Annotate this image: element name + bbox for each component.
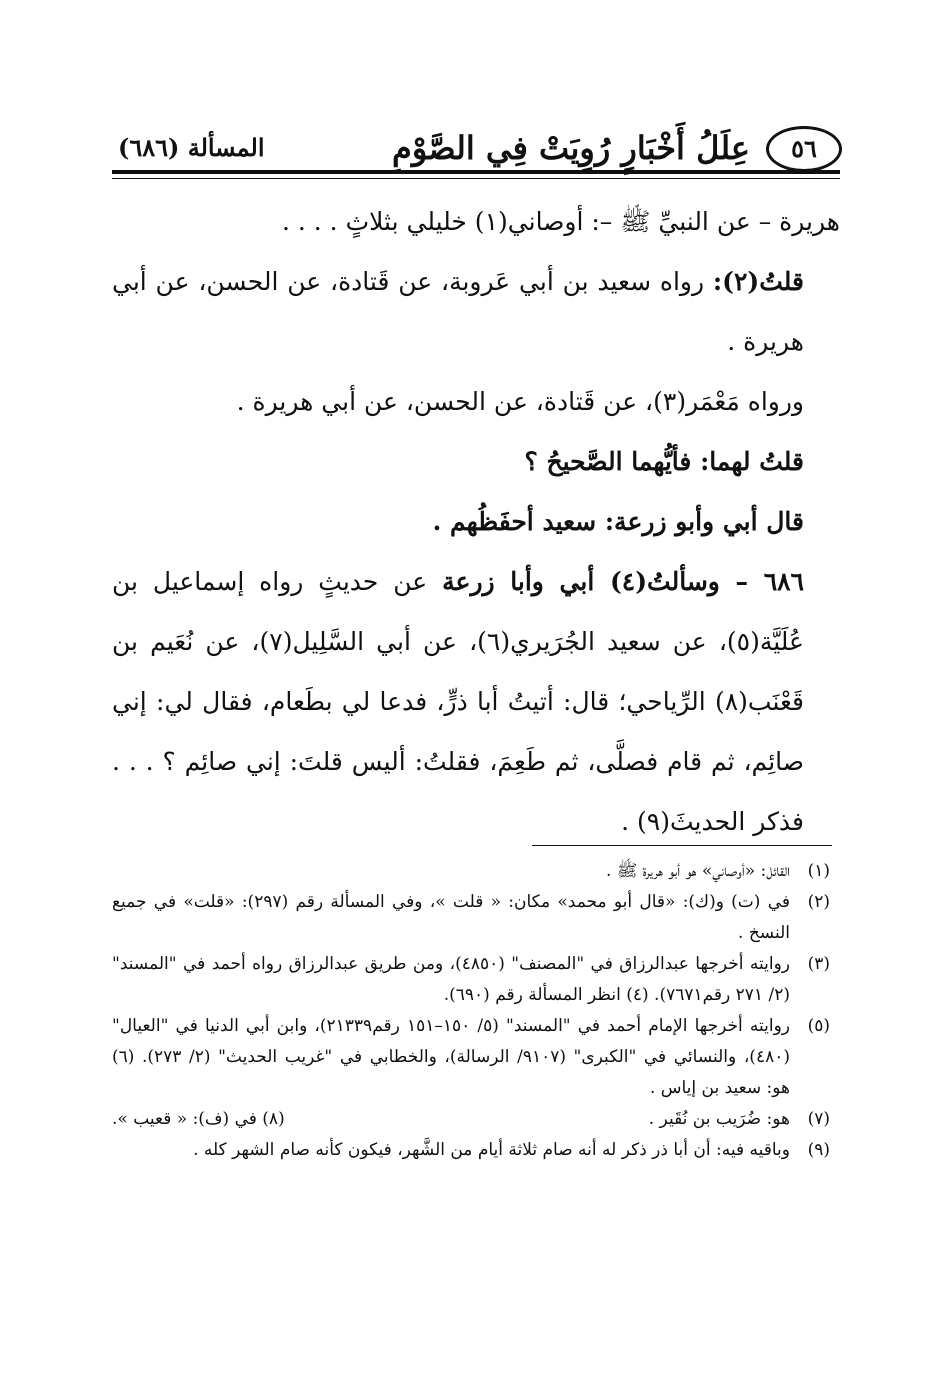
footnote-item xyxy=(112,887,830,949)
footnote-separator xyxy=(532,845,832,846)
footnote-number: (٣) xyxy=(807,954,830,974)
footnote-text: هو: ضُرَيب بن نُقَير . xyxy=(648,1109,790,1129)
paragraph-5: قال أبي وأبو زرعة: سعيد أحفَظُهم . xyxy=(432,507,804,536)
footnote-item xyxy=(112,1135,830,1166)
paragraph-2-lead: قلتُ(٢): xyxy=(712,267,804,296)
paragraph-6 xyxy=(112,552,840,852)
footnote-text: القائل: «أوصاني» هو أبو هريرة ﷺ . xyxy=(606,861,790,881)
footnote-number: (٧) xyxy=(807,1109,830,1129)
footnote-text: روايته أخرجها عبدالرزاق في "المصنف" (٤٨٥٠)، ومن طريق عبدالرزاق رواه أحمد في "المسند" (٢/ ٢٧١ رقم٧٦٧١). (٤) انظر المسألة رقم (٦٩٠). xyxy=(112,954,790,1005)
paragraph-6-lead: ٦٨٦ – وسألتُ(٤) أبي وأبا زرعة xyxy=(442,567,804,596)
page-number: ٥٦ xyxy=(766,126,842,172)
masala-reference: المسألة (٦٨٦) xyxy=(118,133,265,162)
footnote-item xyxy=(112,949,830,1011)
paragraph-1: هريرة – عن النبيِّ ﷺ –: أوصاني(١) خليلي بثلاثٍ . . . . xyxy=(282,207,840,236)
header-rule-thick xyxy=(112,170,840,174)
footnote-number: (٥) xyxy=(807,1016,830,1036)
footnote-text-secondary: (٨) في (ف): « قعيب ». xyxy=(112,1109,285,1129)
paragraph-6-text: عن حديثٍ رواه إسماعيل بن عُلَيَّة(٥)، عن سعيد الجُرَيري(٦)، عن أبي السَّلِيل(٧)، عن نُعَيم بن قَعْنَب(٨) الرِّياحي؛ قال: أتيتُ أبا ذرٍّ، فدعا لي بطَعام، فقال لي: إني صائِم، ثم قام فصلَّى، ثم طَعِمَ، فقلتُ: أليس قلتَ: إني صائِم ؟ . . . فذكر الحديثَ(٩) . xyxy=(112,567,804,836)
footnote-item xyxy=(112,1011,830,1104)
footnote-text: وباقيه فيه: أن أبا ذر ذكر له أنه صام ثلاثة أيام من الشَّهر، فيكون كأنه صام الشهر كله . xyxy=(193,1140,790,1160)
paragraph-2 xyxy=(112,252,840,372)
header-rule-thin xyxy=(112,178,840,179)
book-title: عِلَلُ أَخْبَارٍ رُوِيَتْ فِي الصَّوْمِ xyxy=(392,129,750,167)
footnote-text: في (ت) و(ك): «قال أبو محمد» مكان: « قلت »، وفي المسألة رقم (٢٩٧): «قلت» في جميع النسخ . xyxy=(112,892,790,943)
footnote-item xyxy=(112,856,830,887)
paragraph-4: قلتُ لهما: فأيُّهما الصَّحيحُ ؟ xyxy=(524,447,804,476)
footnotes xyxy=(112,856,830,1166)
footnote-item xyxy=(112,1104,830,1135)
footnote-text: روايته أخرجها الإمام أحمد في "المسند" (٥/ ١٥٠–١٥١ رقم٢١٣٣٩)، وابن أبي الدنيا في "العيال" (٤٨٠)، والنسائي في "الكبرى" (٩١٠٧/ الرسالة)، والخطابي في "غريب الحديث" (٢/ ٢٧٣). (٦) هو: سعيد بن إياس . xyxy=(112,1016,790,1098)
paragraph-2-text: رواه سعيد بن أبي عَروبة، عن قَتادة، عن الحسن، عن أبي هريرة . xyxy=(112,267,804,356)
paragraph-3: ورواه مَعْمَر(٣)، عن قَتادة، عن الحسن، عن أبي هريرة . xyxy=(236,387,804,416)
footnote-number: (١) xyxy=(807,861,830,881)
main-text xyxy=(112,192,840,852)
footnote-number: (٢) xyxy=(807,892,830,912)
footnote-number: (٩) xyxy=(807,1140,830,1160)
footnote-text-row xyxy=(112,1104,790,1135)
